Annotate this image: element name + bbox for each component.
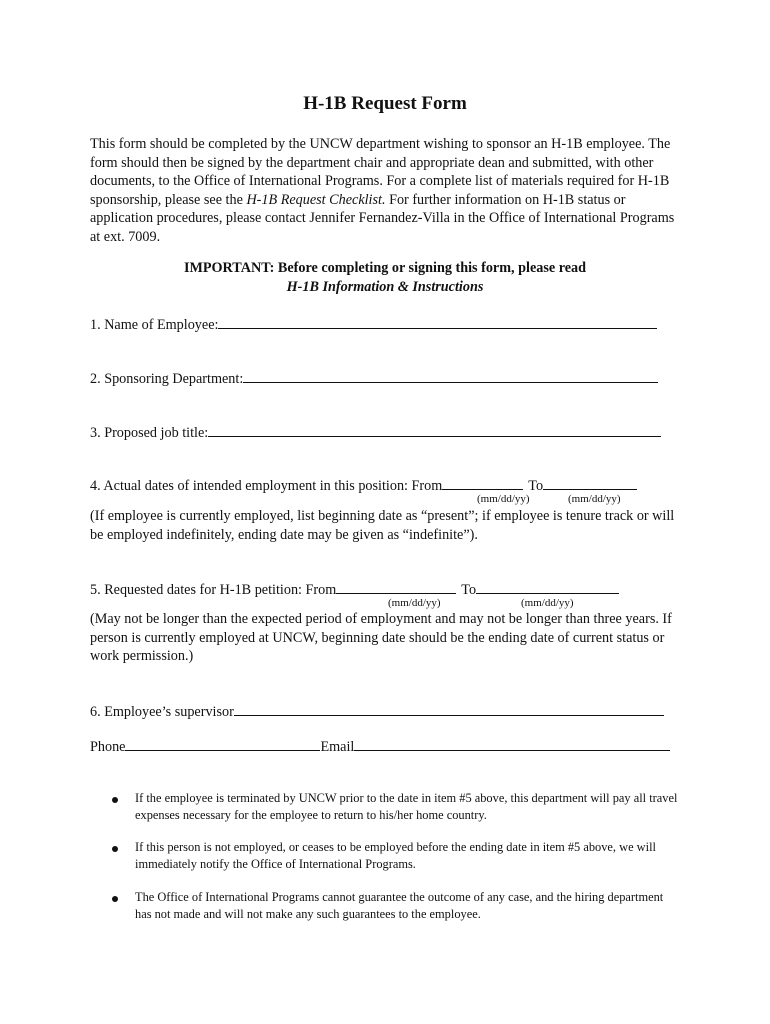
phone-label: Phone bbox=[90, 739, 126, 755]
employee-name-label: 1. Name of Employee: bbox=[90, 317, 219, 333]
job-title-row bbox=[90, 421, 661, 442]
job-title-label: 3. Proposed job title: bbox=[90, 425, 209, 441]
important-notice bbox=[90, 259, 680, 296]
employee-name-field[interactable] bbox=[218, 313, 657, 329]
employment-to-field[interactable] bbox=[543, 474, 637, 490]
email-field[interactable] bbox=[354, 735, 670, 751]
supervisor-extra-field[interactable] bbox=[484, 700, 664, 716]
petition-dates-row bbox=[90, 578, 619, 599]
intro-text-start: This form should be completed by the UNCW department wishing to sponsor an H-1B employee. The form should then be signed by the department chair and appropriate dean and submitted, with other documents, to the Office of International Programs. For a complete list of materials required for H-1B sponsorship, please see the bbox=[90, 136, 671, 208]
page-title: H-1B Request Form bbox=[303, 93, 467, 114]
phone-field[interactable] bbox=[125, 735, 320, 751]
employment-to-label: To bbox=[528, 478, 544, 494]
instructions-reference: H-1B Information & Instructions bbox=[286, 278, 484, 295]
petition-to-label: To bbox=[461, 582, 477, 598]
department-row bbox=[90, 367, 658, 388]
petition-from-field[interactable] bbox=[336, 578, 456, 594]
email-label: Email bbox=[320, 739, 355, 755]
employment-from-field[interactable] bbox=[442, 474, 523, 490]
employment-dates-note: (If employee is currently employed, list beginning date as “present”; if employee is tenure track or will be employed indefinitely, ending date may be given as “indefinite”). bbox=[90, 508, 675, 543]
employment-dates-row bbox=[90, 474, 637, 495]
supervisor-label: 6. Employee’s supervisor bbox=[90, 704, 234, 720]
petition-dates-note: (May not be longer than the expected period of employment and may not be longer than three years. If person is currently employed at UNCW, beginning date should be the ending date of current status or work permission.) bbox=[90, 611, 672, 665]
petition-from-format: (mm/dd/yy) bbox=[388, 597, 441, 609]
bullet-icon bbox=[112, 797, 118, 803]
employment-dates-label: 4. Actual dates of intended employment in this position: From bbox=[90, 478, 443, 494]
contact-row bbox=[90, 735, 670, 756]
petition-to-format: (mm/dd/yy) bbox=[521, 597, 574, 609]
job-title-field[interactable] bbox=[208, 421, 661, 437]
intro-paragraph bbox=[90, 135, 680, 247]
department-label: 2. Sponsoring Department: bbox=[90, 371, 244, 387]
bullet-icon bbox=[112, 896, 118, 902]
supervisor-name-field[interactable] bbox=[234, 700, 484, 716]
employee-name-row bbox=[90, 313, 657, 334]
condition-travel-expenses: If the employee is terminated by UNCW prior to the date in item #5 above, this department will pay all travel expenses necessary for the employee to return to his/her home country. bbox=[135, 791, 678, 822]
petition-to-field[interactable] bbox=[476, 578, 619, 594]
employment-from-format: (mm/dd/yy) bbox=[477, 493, 530, 505]
condition-notification: If this person is not employed, or ceases to be employed before the ending date in item #5 above, we will immediately notify the Office of International Programs. bbox=[135, 840, 656, 871]
supervisor-row bbox=[90, 700, 664, 721]
department-field[interactable] bbox=[243, 367, 658, 383]
condition-no-guarantee: The Office of International Programs cannot guarantee the outcome of any case, and the hiring department has not made and will not make any such guarantees to the employee. bbox=[135, 890, 664, 921]
important-line: IMPORTANT: Before completing or signing this form, please read bbox=[183, 260, 587, 276]
petition-dates-label: 5. Requested dates for H-1B petition: From bbox=[90, 582, 337, 598]
intro-text-end: For further information on H-1B status or application procedures, please contact Jennifer Fernandez-Villa in the Office of International Programs at ext. 7009. bbox=[90, 191, 675, 245]
employment-to-format: (mm/dd/yy) bbox=[568, 493, 621, 505]
checklist-reference: H-1B Request Checklist. bbox=[246, 191, 386, 208]
bullet-icon bbox=[112, 846, 118, 852]
